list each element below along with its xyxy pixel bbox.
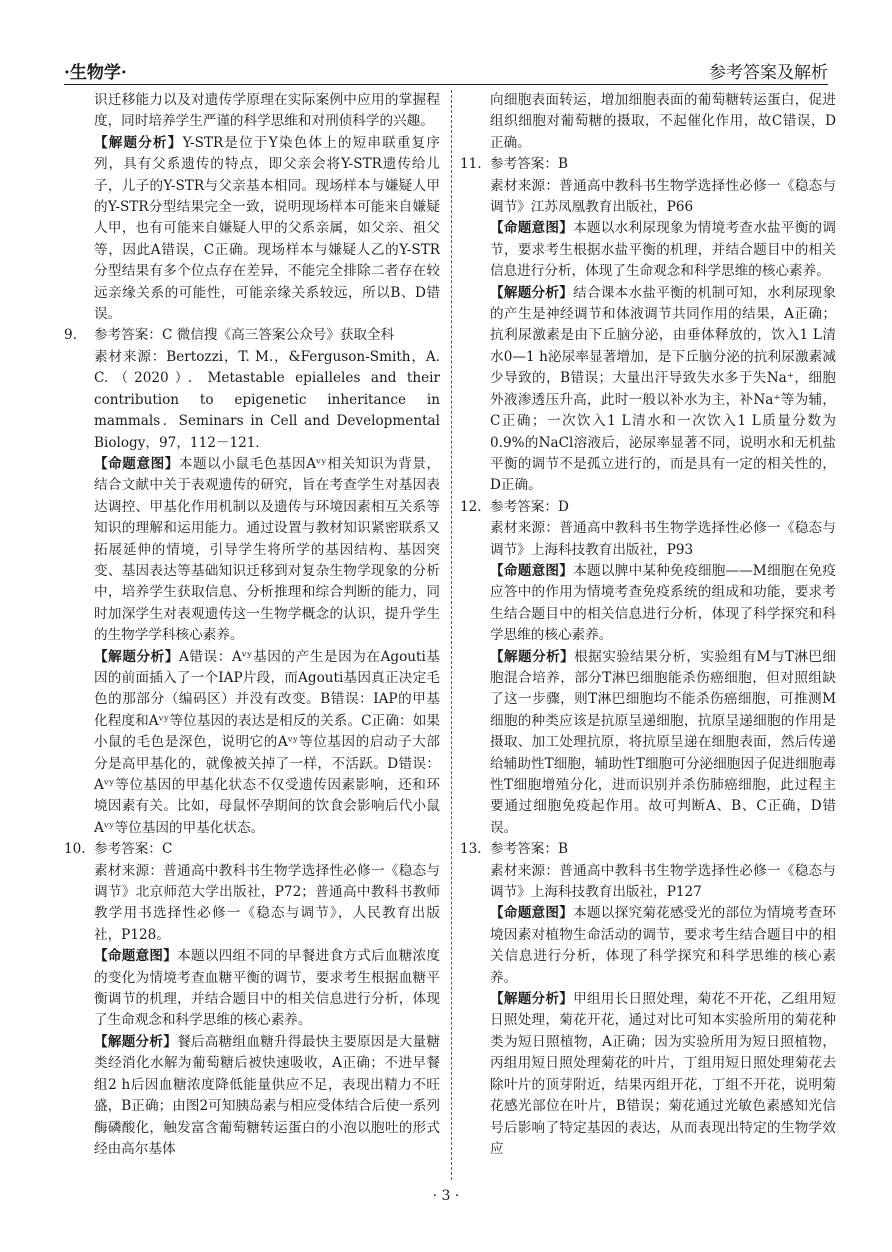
intent-text: 本题以脾中某种免疫细胞——M细胞在免疫应答中的作用为情境考查免疫系统的组成和功能，要求考生结合题目中的相关信息进行分析，体现了科学探究和科学思维的核心素养。: [490, 562, 836, 644]
q12-answer: [460, 497, 836, 518]
intent-text: 本题以四组不同的早餐进食方式后血糖浓度的变化为情境考查血糖平衡的调节，要求考生根据血糖平衡调节的机理，并结合题目中的相关信息进行分析，体现了生命观念和科学思维的核心素养。: [94, 948, 440, 1029]
q13-answer: [460, 839, 836, 860]
analysis-text: 根据实验结果分析，实验组有M与T淋巴细胞混合培养，部分T淋巴细胞能杀伤癌细胞，但对照组缺了这一步骤，则T淋巴细胞均不能杀伤癌细胞，可推测M细胞的种类应该是抗原呈递细胞，抗原呈递细胞的作用是摄取、加工处理抗原，将抗原呈递在细胞表面，然后传递给辅助性T细胞，辅助性T细胞可分泌细胞因子促进细胞毒性T细胞增殖分化，进而识别并杀伤肺癌细胞，此过程主要通过细胞免疫起作用。故可判断A、B、C正确，D错误。: [490, 648, 836, 836]
analysis-tag: 【解题分析】: [490, 648, 575, 665]
intent-tag: 【命题意图】: [490, 905, 574, 922]
analysis-text: A错误：Aᵛʸ基因的产生是因为在Agouti基因的前面插入了一个IAP片段，而Agouti基因真正决定毛色的那部分（编码区）并没有改变。B错误：IAP的甲基化程度和Aᵛʸ等位基因的表达是相反的关系。C正确：如果小鼠的毛色是深色，说明它的Aᵛʸ等位基因的启动子大部分是高甲基化的，就像被关掉了一样，不活跃。D错误：Aᵛʸ等位基因的甲基化状态不仅受遗传因素影响，还和环境因素有关。比如，母鼠怀孕期间的饮食会影响后代小鼠Aᵛʸ等位基因的甲基化状态。: [94, 648, 440, 836]
q9-analysis: [64, 647, 440, 840]
analysis-tag: 【解题分析】: [490, 991, 574, 1008]
intent-text: 本题以小鼠毛色基因Aᵛʸ相关知识为背景，结合文献中关于表观遗传的研究，旨在考查学生对基因表达调控、甲基化作用机制以及遗传与环境因素相互关系等知识的理解和运用能力。通过设置与教材知识紧密联系又拓展延伸的情境，引导学生将所学的基因结构、基因突变、基因表达等基础知识迁移到对复杂生物学现象的分析中，培养学生获取信息、分析推理和综合判断的能力，同时加深学生对表观遗传这一生物学概念的认识，提升学生的生物学学科核心素养。: [94, 455, 440, 644]
intro-paragraph: 识迁移能力以及对遗传学原理在实际案例中应用的掌握程度，同时培养学生严谨的科学思维和对刑侦科学的兴趣。: [94, 92, 440, 130]
answer-text: 参考答案：B: [490, 841, 568, 858]
q9-intent: [64, 454, 440, 647]
q13-intent: [460, 903, 836, 989]
header-subject: ·生物学·: [64, 63, 127, 83]
answer-text: 参考答案：D: [490, 498, 569, 515]
intent-tag: 【命题意图】: [490, 562, 574, 579]
q9-answer: [64, 325, 440, 346]
analysis-text: 甲组用长日照处理，菊花不开花，乙组用短日照处理，菊花开花，通过对比可知本实验所用的菊花种类为短日照植物，A正确；因为实验所用为短日照植物，丙组用短日照处理菊花的叶片，丁组用短日照处理菊花去除叶片的顶芽附近，结果丙组开花，丁组不开花，说明菊花感光部位在叶片，B错误；菊花通过光敏色素感知光信号后影响了特定基因的表达，从而表现出特定的生物学效应: [490, 991, 836, 1157]
q13-analysis: [460, 989, 836, 1160]
page-header: [64, 56, 828, 85]
right-column: [460, 90, 836, 1180]
q10-analysis: [64, 1032, 440, 1160]
q10-source: 素材来源：普通高中教科书生物学选择性必修一《稳态与调节》北京师范大学出版社，P72；普通高中教科书教师教学用书选择性必修一《稳态与调节》，人民教育出版社，P128。: [94, 862, 440, 943]
q10-answer: [64, 839, 440, 860]
intent-tag: 【命题意图】: [94, 948, 178, 965]
intent-text: 本题以探究菊花感受光的部位为情境考查环境因素对植物生命活动的调节，要求考生结合题目中的相关信息进行分析，体现了科学探究和科学思维的核心素养。: [490, 905, 836, 986]
q11-analysis: [460, 283, 836, 497]
analysis-text: 餐后高糖组血糖升得最快主要原因是大量糖类经消化水解为葡萄糖后被快速吸收，A正确；不进早餐组2 h后因血糖浓度降低能量供应不足，表现出精力不旺盛，B正确；由图2可知胰岛素与相应受体结合后使一系列酶磷酸化，触发富含葡萄糖转运蛋白的小泡以胞吐的形式经由高尔基体: [94, 1033, 440, 1157]
q9-source: 素材来源：Bertozzi，T. M.，&Ferguson-Smith，A. C.（2020）．Metastable epialleles and their contribution to epigenetic inheritance in mammals．Seminars in Cell and Developmental Biology，97，112－121．: [94, 348, 440, 451]
header-title: 参考答案及解析: [709, 63, 828, 83]
question-number: 9.: [64, 327, 77, 344]
q12-intent: [460, 561, 836, 647]
q10-intent: [64, 946, 440, 1032]
analysis-tag: 【解题分析】: [490, 284, 574, 301]
column-divider: [451, 90, 452, 1180]
q12-analysis: [460, 647, 836, 840]
page-number: · 3 ·: [432, 1188, 460, 1204]
intent-text: 本题以水利尿现象为情境考查水盐平衡的调节，要求考生根据水盐平衡的机理，并结合题目中的相关信息进行分析，体现了生命观念和科学思维的核心素养。: [490, 220, 836, 280]
question-number: 12.: [460, 498, 482, 515]
question-number: 11.: [460, 156, 482, 173]
content-columns: [64, 90, 836, 1180]
answer-text: 参考答案：C 微信搜《高三答案公众号》获取全科: [94, 327, 395, 344]
analysis-tag: 【解题分析】: [94, 134, 183, 151]
analysis-tag: 【解题分析】: [94, 648, 179, 665]
q11-intent: [460, 218, 836, 282]
analysis-text: Y-STR是位于Y染色体上的短串联重复序列，具有父系遗传的特点，即父亲会将Y-STR遗传给儿子，儿子的Y-STR与父亲基本相同。现场样本与嫌疑人甲的Y-STR分型结果完全一致，说明现场样本可能来自嫌疑人甲，也有可能来自嫌疑人甲的父系亲属，如父亲、祖父等，因此A错误，C正确。现场样本与嫌疑人乙的Y-STR分型结果有多个位点存在差异，不能完全排除二者存在较远亲缘关系的可能性，可能亲缘关系较远，所以B、D错误。: [94, 134, 440, 323]
q11-answer: [460, 154, 836, 175]
intent-tag: 【命题意图】: [490, 220, 574, 237]
question-number: 13.: [460, 841, 482, 858]
left-column: [64, 90, 440, 1180]
analysis-text: 结合课本水盐平衡的机制可知，水利尿现象的产生是神经调节和体液调节共同作用的结果，A正确；抗利尿激素是由下丘脑分泌，由垂体释放的，饮入1 L清水0—1 h泌尿率显著增加，是下丘脑分泌的抗利尿激素减少导致的，B错误；大量出汗导致失水多于失Na⁺，细胞外液渗透压升高，此时一般以补水为主，补Na⁺等为辅，C正确；一次饮入1 L清水和一次饮入1 L质量分数为0.9%的NaCl溶液后，泌尿率显著不同，说明水和无机盐平衡的调节不是孤立进行的，而是具有一定的相关性的，D正确。: [490, 284, 836, 494]
continued-paragraph: 向细胞表面转运，增加细胞表面的葡萄糖转运蛋白，促进组织细胞对葡萄糖的摄取，不起催化作用，故C错误，D正确。: [490, 92, 836, 151]
answer-text: 参考答案：C: [94, 841, 173, 858]
q13-source: 素材来源：普通高中教科书生物学选择性必修一《稳态与调节》上海科技教育出版社，P127: [490, 862, 836, 901]
answer-text: 参考答案：B: [490, 156, 568, 173]
q11-source: 素材来源：普通高中教科书生物学选择性必修一《稳态与调节》江苏凤凰教育出版社，P66: [490, 177, 836, 216]
analysis-tag: 【解题分析】: [94, 1033, 178, 1050]
q12-source: 素材来源：普通高中教科书生物学选择性必修一《稳态与调节》上海科技教育出版社，P93: [490, 520, 836, 558]
q8-analysis: [64, 133, 440, 326]
question-number: 10.: [64, 841, 86, 858]
intent-tag: 【命题意图】: [94, 455, 179, 472]
